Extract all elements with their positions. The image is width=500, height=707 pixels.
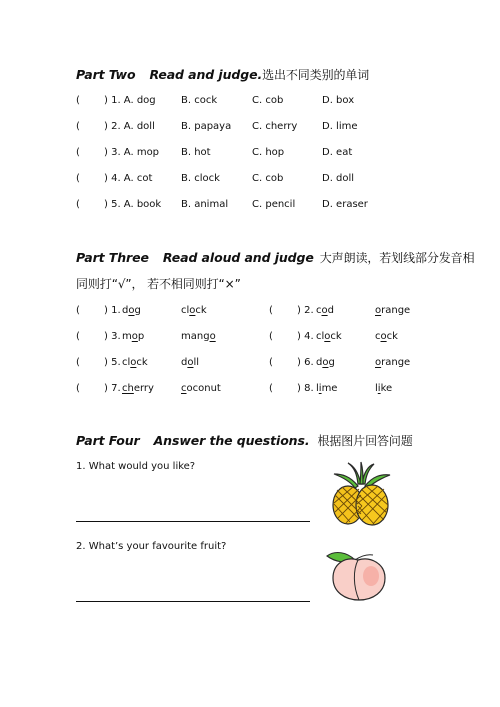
word-part: g <box>134 305 141 316</box>
answer-bracket[interactable]: ( <box>76 147 80 158</box>
word-part: c <box>375 331 381 342</box>
word <box>316 330 342 344</box>
underlined-letters: o <box>375 305 382 316</box>
option-d: D. eraser <box>322 199 368 210</box>
question-option-a: ) 4. A. cot <box>104 173 153 184</box>
part-three-row <box>0 304 500 318</box>
word-part: ke <box>380 383 393 394</box>
answer-line-2[interactable] <box>76 601 310 602</box>
word-part: cl <box>181 305 190 316</box>
underlined-letters: o <box>130 357 137 368</box>
part-three-instruction-cn-1: 大声朗读，若划线部分发音相 <box>319 251 475 265</box>
word-part: range <box>381 305 411 316</box>
option-b: B. hot <box>181 147 211 158</box>
word <box>122 382 154 396</box>
underlined-letters: o <box>128 305 135 316</box>
part-three-row <box>0 330 500 344</box>
answer-bracket[interactable]: ( <box>76 95 80 106</box>
word <box>316 356 335 370</box>
word <box>375 382 392 396</box>
underlined-letters: o <box>380 331 387 342</box>
word-part: g <box>328 357 335 368</box>
word-part: m <box>122 331 132 342</box>
word-part: ck <box>136 357 148 368</box>
option-b: B. animal <box>181 199 229 210</box>
answer-bracket[interactable]: ( <box>269 357 273 368</box>
word-part: d <box>122 305 129 316</box>
option-c: C. hop <box>252 147 285 158</box>
underlined-letters: o <box>189 305 196 316</box>
answer-bracket[interactable]: ( <box>76 383 80 394</box>
underlined-letters: o <box>131 331 138 342</box>
underlined-letters: i <box>377 383 381 394</box>
word-part: d <box>327 305 334 316</box>
word-part: d <box>316 357 323 368</box>
word <box>122 356 148 370</box>
word-part: d <box>181 357 188 368</box>
underlined-letters: o <box>209 331 216 342</box>
word-part: me <box>321 383 338 394</box>
part-four-instruction-cn: 根据图片回答问题 <box>317 434 413 448</box>
answer-bracket[interactable]: ( <box>269 331 273 342</box>
answer-bracket[interactable]: ( <box>76 121 80 132</box>
word-part: cl <box>122 357 131 368</box>
option-c: C. cherry <box>252 121 298 132</box>
part-three-title: Part Three <box>76 250 149 265</box>
part-three-heading <box>76 249 474 266</box>
option-c: C. pencil <box>252 199 296 210</box>
word-part: ck <box>386 331 398 342</box>
word-part: c <box>316 305 322 316</box>
item-number: ) 3. <box>104 331 121 342</box>
word <box>375 304 410 318</box>
option-b: B. clock <box>181 173 220 184</box>
answer-bracket[interactable]: ( <box>76 357 80 368</box>
question-option-a: ) 2. A. doll <box>104 121 155 132</box>
option-b: B. cock <box>181 95 218 106</box>
question-option-a: ) 3. A. mop <box>104 147 160 158</box>
underlined-letters: o <box>375 357 382 368</box>
part-three-heading-line2 <box>76 275 241 292</box>
option-d: D. doll <box>322 173 355 184</box>
option-d: D. eat <box>322 147 353 158</box>
part-two-instruction-cn: 选出不同类别的单词 <box>262 68 370 82</box>
part-three-instruction: Read aloud and judge <box>162 250 314 265</box>
part-three-row <box>0 356 500 370</box>
part-two-row <box>0 94 500 108</box>
word-part: ck <box>330 331 342 342</box>
question-option-a: ) 1. A. dog <box>104 95 156 106</box>
word-part: ck <box>195 305 207 316</box>
word <box>181 356 199 370</box>
word-part: l <box>375 383 378 394</box>
part-two-row <box>0 172 500 186</box>
part-three-row <box>0 382 500 396</box>
underlined-letters: i <box>318 383 322 394</box>
word <box>375 330 398 344</box>
word <box>316 382 337 396</box>
option-b: B. papaya <box>181 121 232 132</box>
word <box>122 330 144 344</box>
answer-bracket[interactable]: ( <box>269 305 273 316</box>
part-two-title: Part Two <box>76 67 136 82</box>
word <box>181 304 207 318</box>
answer-bracket[interactable]: ( <box>76 331 80 342</box>
word-part: oconut <box>186 383 221 394</box>
underlined-letters: o <box>187 357 194 368</box>
item-number: ) 6. <box>297 357 314 368</box>
word-part: mang <box>181 331 210 342</box>
word <box>181 382 221 396</box>
option-c: C. cob <box>252 173 284 184</box>
word-part: p <box>137 331 145 342</box>
option-d: D. box <box>322 95 355 106</box>
item-number: ) 4. <box>297 331 314 342</box>
part-four-title: Part Four <box>76 433 140 448</box>
part-three-instruction-cn-2: 同则打“√”， 若不相同则打“×” <box>76 277 241 291</box>
item-number: ) 5. <box>104 357 121 368</box>
answer-bracket[interactable]: ( <box>76 199 80 210</box>
part-two-row <box>0 146 500 160</box>
answer-bracket[interactable]: ( <box>76 305 80 316</box>
underlined-letters: ch <box>122 383 134 394</box>
word-part: erry <box>133 383 154 394</box>
part-two-row <box>0 198 500 212</box>
word <box>316 304 334 318</box>
underlined-letters: c <box>181 383 187 394</box>
part-four-heading <box>76 432 413 449</box>
underlined-letters: o <box>321 305 328 316</box>
question-1: 1. What would you like? <box>76 461 196 472</box>
answer-line-1[interactable] <box>76 521 310 522</box>
word <box>122 304 141 318</box>
part-two-instruction: Read and judge. <box>149 67 263 82</box>
item-number: ) 1. <box>104 305 121 316</box>
underlined-letters: o <box>324 331 331 342</box>
part-two-heading <box>76 66 369 83</box>
underlined-letters: o <box>322 357 329 368</box>
item-number: ) 8. <box>297 383 314 394</box>
answer-bracket[interactable]: ( <box>269 383 273 394</box>
option-c: C. cob <box>252 95 284 106</box>
pineapple-icon <box>328 462 394 526</box>
word <box>375 356 410 370</box>
word <box>181 330 216 344</box>
answer-bracket[interactable]: ( <box>76 173 80 184</box>
part-two-row <box>0 120 500 134</box>
word-part: ll <box>193 357 200 368</box>
item-number: ) 2. <box>297 305 314 316</box>
peach-icon <box>325 546 391 602</box>
word-part: l <box>316 383 319 394</box>
word-part: cl <box>316 331 325 342</box>
question-2: 2. What’s your favourite fruit? <box>76 541 227 552</box>
word-part: range <box>381 357 411 368</box>
question-option-a: ) 5. A. book <box>104 199 162 210</box>
option-d: D. lime <box>322 121 358 132</box>
item-number: ) 7. <box>104 383 121 394</box>
part-four-instruction: Answer the questions. <box>153 433 310 448</box>
